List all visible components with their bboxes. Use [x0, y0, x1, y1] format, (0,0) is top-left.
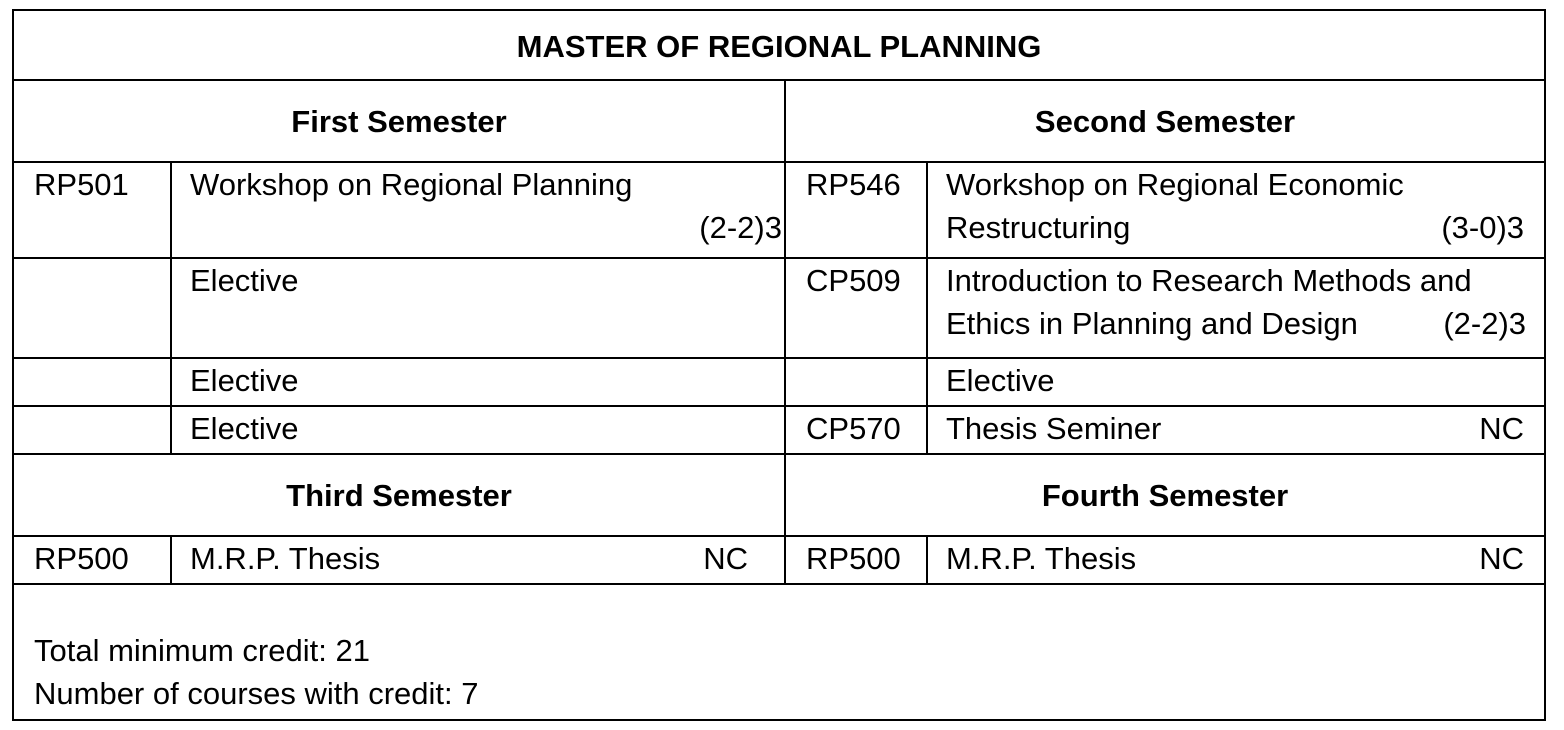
course-title-cell: [927, 536, 1545, 584]
course-row: [13, 536, 1545, 584]
credit-summary: [13, 584, 1545, 720]
semester-header-row: [13, 80, 1545, 162]
second-semester-heading: Second Semester: [785, 80, 1545, 162]
course-code: [13, 358, 171, 406]
course-title-line: [946, 537, 1524, 580]
course-credit: NC: [1479, 541, 1525, 576]
course-credit: NC: [1479, 411, 1525, 446]
course-code: RP546: [785, 162, 927, 258]
course-title: Thesis Seminer: [946, 411, 1162, 446]
course-title: Workshop on Regional Economic: [946, 167, 1404, 202]
course-title-line: [946, 302, 1526, 345]
course-code: RP500: [13, 536, 171, 584]
course-title-cell: [171, 536, 785, 584]
course-title: Workshop on Regional Planning: [190, 167, 633, 202]
course-row: [13, 162, 1545, 258]
course-code: [13, 258, 171, 358]
course-title-cont: Ethics in Planning and Design: [946, 306, 1358, 341]
course-title: Elective: [171, 258, 785, 358]
course-credit: (3-0)3: [1441, 210, 1525, 245]
course-code: CP570: [785, 406, 927, 454]
semester-header-row: [13, 454, 1545, 536]
course-title-cell: [927, 162, 1545, 258]
fourth-semester-heading: Fourth Semester: [785, 454, 1545, 536]
footer-row: [13, 584, 1545, 720]
course-credit: (2-2)3: [1443, 306, 1527, 341]
course-credit: NC: [703, 541, 748, 576]
curriculum-table: [12, 9, 1546, 721]
courses-with-credit-count: Number of courses with credit: 7: [34, 676, 479, 711]
course-title-cont: Restructuring: [946, 210, 1131, 245]
third-semester-heading: Third Semester: [13, 454, 785, 536]
course-credit: (2-2)3: [699, 210, 782, 245]
course-title-cell: [171, 162, 785, 258]
course-title: Elective: [171, 358, 785, 406]
course-code: RP501: [13, 162, 171, 258]
total-minimum-credit: Total minimum credit: 21: [34, 633, 370, 668]
course-code: [13, 406, 171, 454]
course-title-cell: [927, 406, 1545, 454]
title-row: [13, 10, 1545, 80]
course-code: CP509: [785, 258, 927, 358]
course-title-line: [190, 537, 748, 580]
course-code: [785, 358, 927, 406]
course-row: [13, 358, 1545, 406]
course-title: M.R.P. Thesis: [946, 541, 1137, 576]
course-title: Introduction to Research Methods and: [946, 263, 1472, 298]
course-title: Elective: [927, 358, 1545, 406]
course-title: M.R.P. Thesis: [190, 541, 381, 576]
course-row: [13, 406, 1545, 454]
course-title: Elective: [171, 406, 785, 454]
course-code: RP500: [785, 536, 927, 584]
course-title-cell: [927, 258, 1545, 358]
course-title-line: [946, 206, 1524, 249]
first-semester-heading: First Semester: [13, 80, 785, 162]
course-title-line: [946, 407, 1524, 450]
course-row: [13, 258, 1545, 358]
page-title: MASTER OF REGIONAL PLANNING: [13, 10, 1545, 80]
